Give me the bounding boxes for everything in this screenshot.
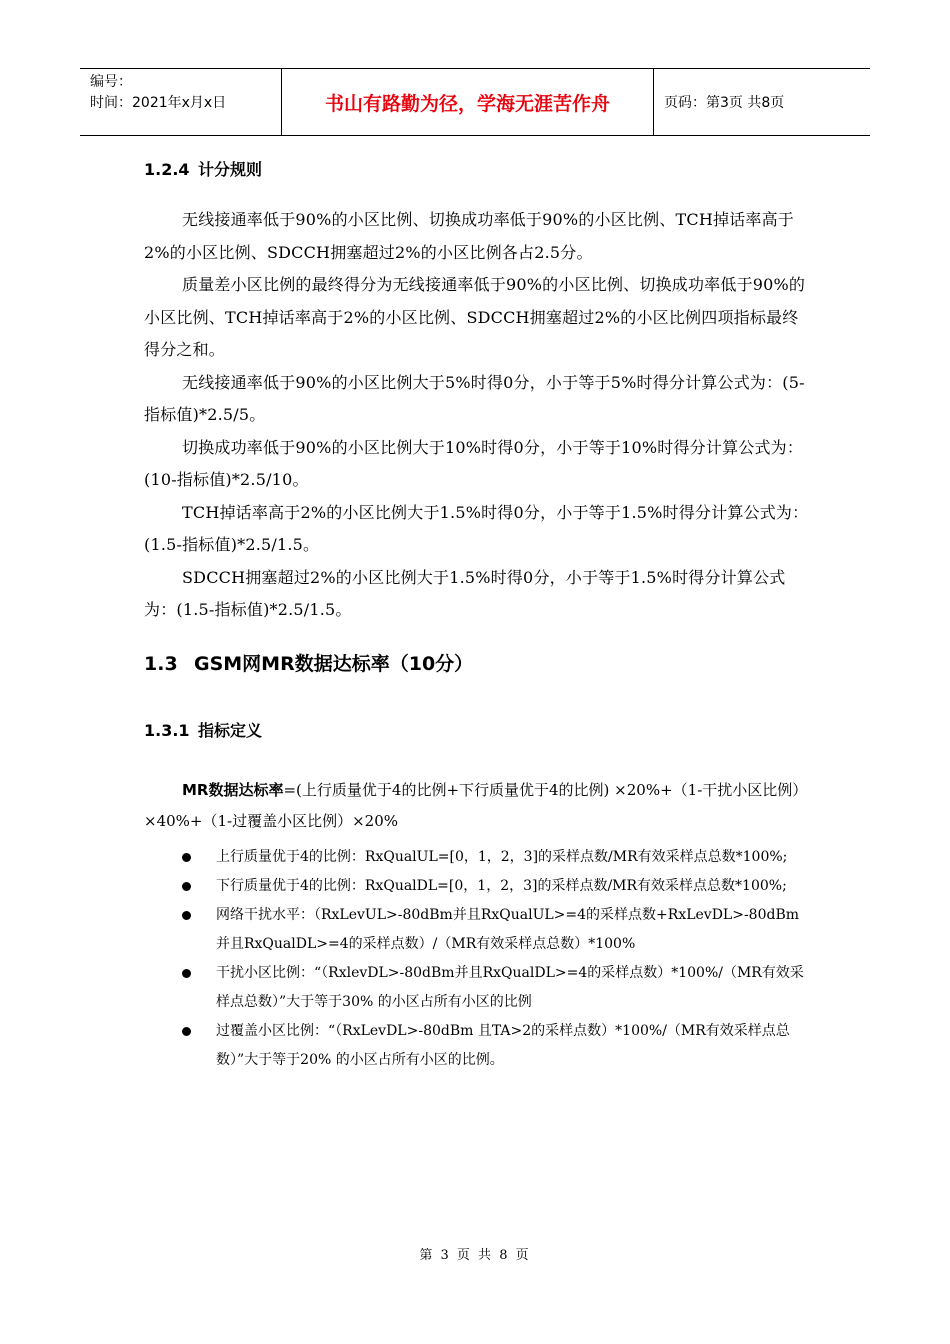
definition-list bbox=[144, 843, 809, 1075]
paragraph: TCH掉话率高于2%的小区比例大于1.5%时得0分，小于等于1.5%时得分计算公式为：(1.5-指标值)*2.5/1.5。 bbox=[144, 502, 809, 554]
list-item-text: 下行质量优于4的比例：RxQualDL=[0，1，2，3]的采样点数/MR有效采样点总数*100%; bbox=[216, 877, 787, 894]
formula-text: =(上行质量优于4的比例+下行质量优于4的比例) ×20%+（1-干扰小区比例）×40%+（1-过覆盖小区比例）×20% bbox=[144, 780, 808, 830]
page-footer: 第 3 页 共 8 页 bbox=[419, 1248, 531, 1263]
section-number: 1.3 bbox=[144, 652, 178, 675]
list-item-text: 网络干扰水平：（RxLevUL>-80dBm并且RxQualUL>=4的采样点数+RxLevDL>-80dBm并且RxQualDL>=4的采样点数）/（MR有效采样点总数）*100% bbox=[216, 906, 800, 952]
paragraph: 无线接通率低于90%的小区比例大于5%时得0分，小于等于5%时得分计算公式为：(5-指标值)*2.5/5。 bbox=[144, 372, 805, 424]
section-title: 指标定义 bbox=[198, 720, 263, 740]
header-number-label: 编号： bbox=[90, 74, 132, 90]
paragraph: 质量差小区比例的最终得分为无线接通率低于90%的小区比例、切换成功率低于90%的小区比例、TCH掉话率高于2%的小区比例、SDCCH拥塞超过2%的小区比例四项指标最终得分之和。 bbox=[144, 275, 806, 359]
list-item bbox=[144, 901, 809, 959]
list-item bbox=[144, 843, 809, 872]
header-time-label: 时间：2021年x月x日 bbox=[90, 95, 227, 111]
bullet-icon bbox=[182, 911, 191, 920]
section-number: 1.2.4 bbox=[144, 160, 190, 179]
header-meta bbox=[80, 69, 282, 135]
bullet-icon bbox=[182, 853, 191, 862]
header-motto: 书山有路勤为径，学海无涯苦作舟 bbox=[282, 69, 654, 135]
bullet-icon bbox=[182, 1027, 191, 1036]
section-heading-1-2-4 bbox=[144, 156, 809, 184]
list-item-text: 干扰小区比例：“（RxlevDL>-80dBm并且RxQualDL>=4的采样点数）*100%/（MR有效采样点总数）”大于等于30% 的小区占所有小区的比例 bbox=[216, 964, 804, 1010]
section-heading-1-3-1 bbox=[144, 717, 809, 745]
paragraph: 切换成功率低于90%的小区比例大于10%时得0分，小于等于10%时得分计算公式为：(10-指标值)*2.5/10。 bbox=[144, 437, 804, 489]
list-item-text: 上行质量优于4的比例：RxQualUL=[0，1，2，3]的采样点数/MR有效采样点总数*100%; bbox=[216, 848, 788, 865]
page-header bbox=[80, 68, 870, 136]
list-item-text: 过覆盖小区比例：“（RxLevDL>-80dBm 且TA>2的采样点数）*100%/（MR有效采样点总数）”大于等于20% 的小区占所有小区的比例。 bbox=[216, 1022, 790, 1068]
section-heading-1-3 bbox=[144, 649, 809, 679]
section-title: GSM网MR数据达标率（10分） bbox=[194, 652, 474, 675]
list-item bbox=[144, 959, 809, 1017]
header-page-info: 页码：第3页 共8页 bbox=[664, 95, 785, 111]
section-number: 1.3.1 bbox=[144, 720, 190, 740]
document-body bbox=[144, 156, 809, 1075]
list-item bbox=[144, 1017, 809, 1075]
paragraph: SDCCH拥塞超过2%的小区比例大于1.5%时得0分，小于等于1.5%时得分计算公式为：(1.5-指标值)*2.5/1.5。 bbox=[144, 567, 786, 619]
formula-paragraph bbox=[144, 775, 809, 837]
bullet-icon bbox=[182, 969, 191, 978]
formula-label: MR数据达标率 bbox=[182, 780, 284, 799]
section-title: 计分规则 bbox=[198, 160, 263, 179]
paragraph: 无线接通率低于90%的小区比例、切换成功率低于90%的小区比例、TCH掉话率高于2%的小区比例、SDCCH拥塞超过2%的小区比例各占2.5分。 bbox=[144, 210, 794, 262]
list-item bbox=[144, 872, 809, 901]
bullet-icon bbox=[182, 882, 191, 891]
